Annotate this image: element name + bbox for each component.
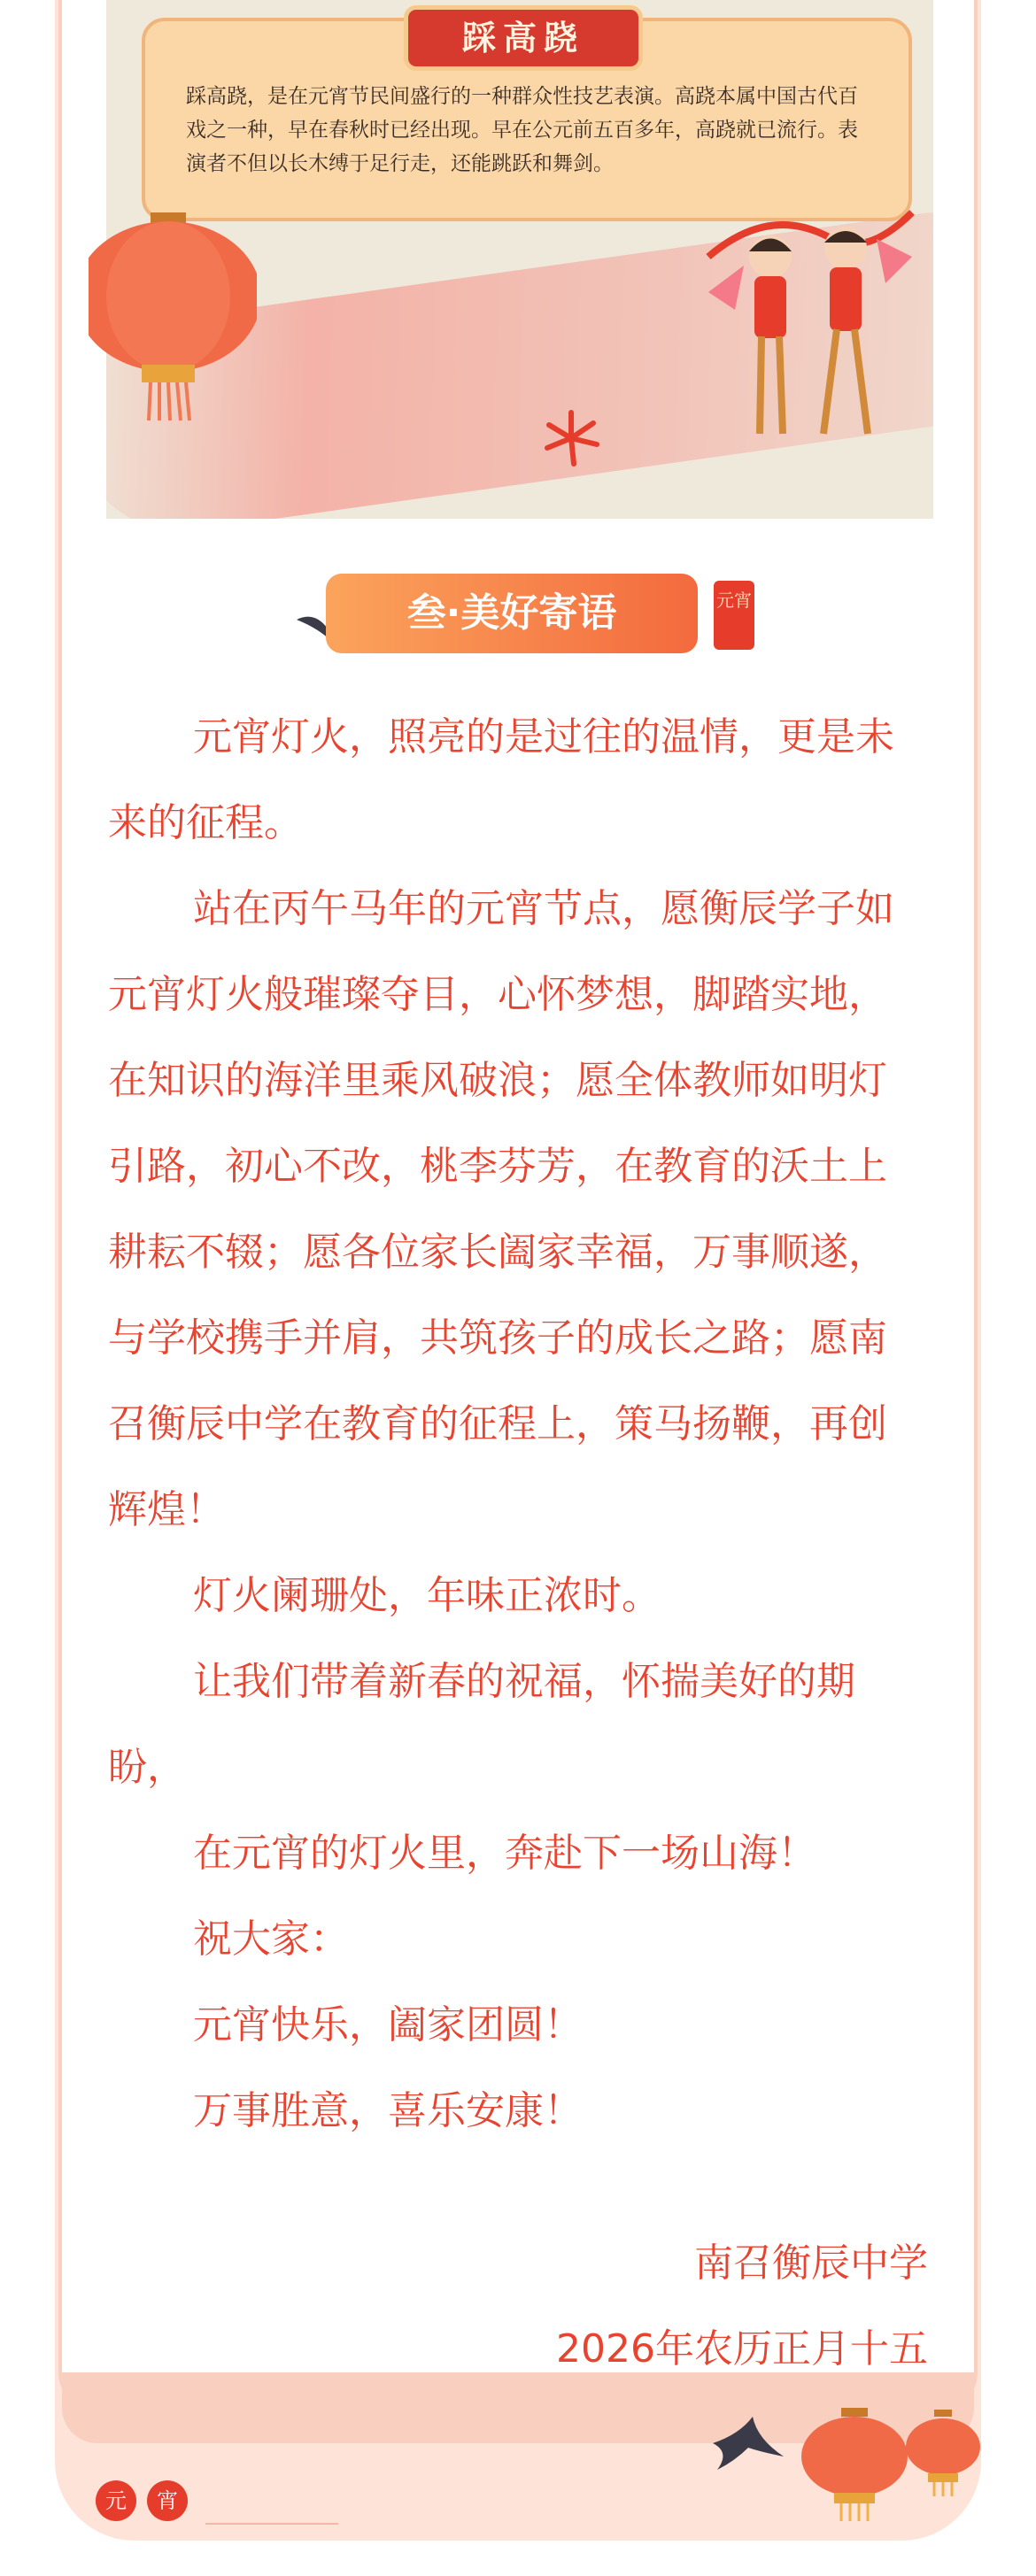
yuanxiao-seal: 元宵	[714, 581, 754, 650]
section-title: 叁·美好寄语	[326, 574, 698, 653]
lantern-icon	[89, 212, 257, 425]
paragraph: 万事胜意，喜乐安康！	[193, 2088, 583, 2133]
flower-icon	[540, 407, 602, 469]
xiao-badge: 宵	[147, 2480, 188, 2521]
signature-date: 2026年农历正月十五	[556, 2326, 928, 2372]
intro-text: 踩高跷，是在元宵节民间盛行的一种群众性技艺表演。高跷本属中国古代百戏之一种，早在春秋时已经出现。早在公元前五百多年，高跷就已流行。表演者不但以长木缚于足行走，还能跳跃和舞剑。	[186, 85, 858, 175]
paragraph: 元宵灯火，照亮的是过往的温情，更是未来的征程。	[108, 714, 894, 845]
paragraph: 元宵快乐，阖家团圆！	[193, 2002, 583, 2048]
paragraph: 在元宵的灯火里，奔赴下一场山海！	[193, 1831, 816, 1876]
intro-title: 踩高跷	[404, 5, 643, 71]
swallow-icon	[708, 2408, 788, 2479]
lantern-icon	[797, 2408, 912, 2523]
paragraph: 灯火阑珊处，年味正浓时。	[193, 1573, 661, 1618]
signature-school: 南召衡辰中学	[694, 2241, 928, 2286]
greeting-body	[108, 694, 923, 2154]
paragraph: 让我们带着新春的祝福，怀揣美好的期盼，	[108, 1659, 855, 1790]
lantern-icon	[903, 2410, 983, 2498]
yuan-badge: 元	[96, 2480, 136, 2521]
paragraph: 站在丙午马年的元宵节点，愿衡辰学子如元宵灯火般璀璨夺目，心怀梦想，脚踏实地，在知识的海洋里乘风破浪；愿全体教师如明灯引路，初心不改，桃李芬芳，在教育的沃土上耕耘不辍；愿各位家长阖家幸福，万事顺遂，与学校携手并肩，共筑孩子的成长之路；愿南召衡辰中学在教育的征程上，策马扬鞭，再创辉煌！	[108, 886, 894, 1532]
stilt-kids-icon	[691, 177, 930, 443]
footer-divider	[205, 2523, 338, 2525]
paragraph: 祝大家：	[193, 1917, 349, 1962]
